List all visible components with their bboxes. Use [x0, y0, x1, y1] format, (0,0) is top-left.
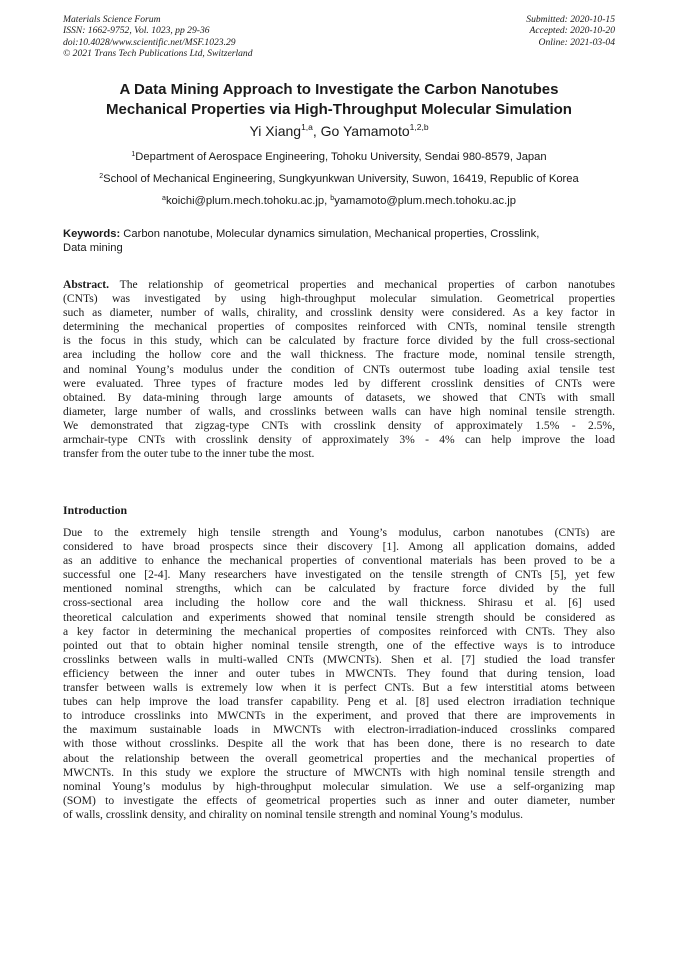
intro-line: a key factor in determining the mechanical properties of composites reinforced with CNTs. They also: [63, 624, 615, 638]
journal-header: [63, 14, 253, 59]
affiliation-1: [40, 150, 638, 164]
journal-name: Materials Science Forum: [63, 14, 161, 25]
intro-line: pointed out that to obtain higher nominal tensile strength, one of the effective ways is to introduce: [63, 638, 615, 652]
email-address: koichi@plum.mech.tohoku.ac.jp: [165, 195, 325, 207]
abstract-label: Abstract.: [63, 278, 110, 291]
affiliation-text: School of Mechanical Engineering, Sungkyunkwan University, Suwon, 16419, Republic of Korea: [103, 173, 579, 185]
abstract-line: such as diameter, number of walls, chirality, and crosslink density were considered. As a key factor in: [63, 306, 615, 320]
abstract-line: diameter, large number of walls, and crosslinks between walls can have high nominal tensile strength.: [63, 404, 615, 418]
intro-line: successful one [2-4]. Many researchers have investigated on the tensile strength of CNTs [5], yet few: [63, 568, 615, 582]
introduction-heading: Introduction: [63, 503, 128, 517]
intro-line: about the relationship between the overall geometrical properties and the mechanical properties of: [63, 751, 615, 765]
submission-dates: [526, 14, 615, 48]
abstract-block: [63, 278, 615, 461]
abstract-line: were evaluated. Three types of fracture modes led by different crosslink densities of CNTs were: [63, 376, 615, 390]
intro-line: as an additive to enhance the mechanical properties of conventional materials has been proved to be a: [63, 554, 615, 568]
abstract-text: The relationship of geometrical properties and mechanical properties of carbon nanotubes: [109, 278, 615, 291]
author-emails: [40, 194, 638, 208]
affiliation-mark: 1: [131, 151, 136, 158]
intro-line: efficiency between the inner and outer tubes in MWCNTs. They found that during tension, load: [63, 666, 615, 680]
abstract-line: (CNTs) was investigated by using high-throughput molecular simulation. Geometrical properties: [63, 292, 615, 306]
title-line: Mechanical Properties via High-Throughput Molecular Simulation: [106, 100, 572, 118]
keywords-text: Carbon nanotube, Molecular dynamics simulation, Mechanical properties, Crosslink,: [120, 228, 540, 240]
abstract-line: is the focus in this study, which can be calculated by fracture force divided by the full cross-sectional: [63, 334, 615, 348]
intro-line: with those without crosslinks. Despite all the work that has been done, there is no research to date: [63, 737, 615, 751]
journal-copyright: © 2021 Trans Tech Publications Ltd, Switzerland: [63, 47, 253, 59]
affiliation-mark: 2: [99, 173, 104, 180]
intro-line: tubes can help improve the load transfer capability. Peng et al. [8] used electron irradiation technique: [63, 695, 615, 709]
abstract-line: area including the hollow core and the wall thickness. The fracture mode, nominal tensile strength,: [63, 348, 615, 362]
abstract-line: transfer from the outer tube to the inner tube the most.: [63, 447, 315, 461]
email-separator: ,: [324, 195, 331, 207]
introduction-body: [63, 526, 615, 822]
intro-line: theoretical calculation and experiments showed that nominal tensile strength should be considered as: [63, 610, 615, 624]
submitted-date: Submitted: 2020-10-15: [526, 14, 615, 25]
affiliation-2: [40, 172, 638, 186]
keywords-block: [63, 227, 615, 256]
affiliation-text: Department of Aerospace Engineering, Tohoku University, Sendai 980-8579, Japan: [135, 151, 547, 163]
paper-title: [50, 80, 628, 119]
abstract-line: determining the mechanical properties of composites reinforced with CNTs, nominal tensile strength: [63, 320, 615, 334]
abstract-line: We demonstrated that zigzag-type CNTs with crosslink density of approximately 1.5% - 2.5%,: [63, 418, 615, 432]
intro-line: mentioned nominal strengths, which can be calculated by fracture force divided by the full: [63, 582, 615, 596]
abstract-line: armchair-type CNTs with crosslink density of approximately 3% - 4% can help improve the load: [63, 433, 615, 447]
keywords-line: Data mining: [63, 242, 123, 255]
intro-line: Due to the extremely high tensile strength and Young’s modulus, carbon nanotubes (CNTs) are: [63, 526, 615, 539]
intro-line: to introduce crosslinks into MWCNTs in the experiment, and proved that there are improvements in: [63, 709, 615, 723]
author-separator: ,: [312, 123, 321, 139]
title-line: A Data Mining Approach to Investigate the Carbon Nanotubes: [119, 81, 559, 98]
keywords-label: Keywords:: [63, 228, 121, 240]
keywords-line: [63, 227, 615, 241]
intro-line: transfer between walls is extremely low when it is perfect CNTs. But a few interstitial atoms between: [63, 681, 615, 695]
author-affiliation-mark: 1,a: [301, 122, 313, 132]
intro-line: MWCNTs. In this study we explore the structure of MWCNTs with high nominal tensile strength and: [63, 765, 615, 779]
email-mark: b: [330, 195, 335, 202]
intro-line: cross-sectional area including the hollow core and the wall thickness. Shirasu et al. [6] used: [63, 596, 615, 610]
abstract-line: and nominal Young’s modulus under the condition of CNTs outermost tube loading axial tensile test: [63, 362, 615, 376]
email-address: yamamoto@plum.mech.tohoku.ac.jp: [334, 195, 516, 207]
author-affiliation-mark: 1,2,b: [409, 122, 429, 132]
abstract-line: obtained. By data-mining through large amounts of datasets, we showed that CNTs with small: [63, 390, 615, 404]
intro-line: the maximum sustainable loads in MWCNTs with electron-irradiation-induced crosslinks compared: [63, 723, 615, 737]
author-name: Go Yamamoto: [320, 123, 410, 139]
author-list: [50, 122, 628, 140]
intro-line: of walls, crosslink density, and chirality on nominal tensile strength and nominal Young’s modulus.: [63, 807, 524, 821]
journal-issn: ISSN: 1662-9752, Vol. 1023, pp 29-36: [63, 25, 210, 37]
abstract-line: [63, 278, 615, 292]
intro-line: crosslinks between walls in multi-walled CNTs (MWCNTs). Shen et al. [7] studied the load transfer: [63, 652, 615, 666]
journal-doi: doi:10.4028/www.scientific.net/MSF.1023.29: [63, 36, 236, 48]
author-name: Yi Xiang: [249, 123, 302, 139]
email-mark: a: [162, 195, 166, 202]
intro-line: (SOM) to investigate the effects of geometrical properties such as inner and outer diameter, number: [63, 793, 615, 807]
intro-line: considered to have broad prospects since their discovery [1]. Among all application domains, added: [63, 540, 615, 554]
accepted-date: Accepted: 2020-10-20: [529, 25, 615, 37]
online-date: Online: 2021-03-04: [538, 36, 615, 48]
intro-line: nominal Young’s modulus by high-throughput molecular simulation. We use a self-organizing map: [63, 779, 615, 793]
